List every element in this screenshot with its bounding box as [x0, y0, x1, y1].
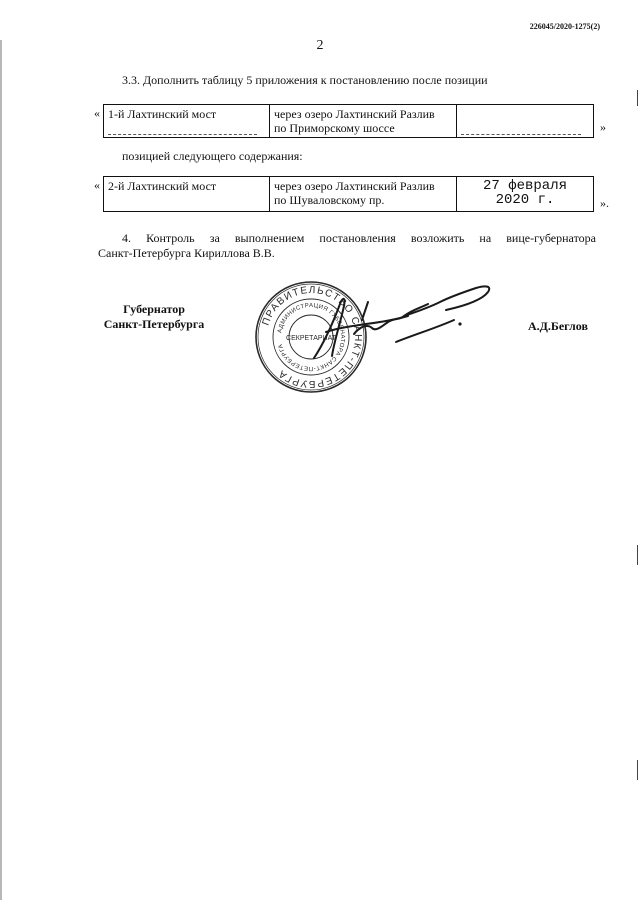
route-line-2: по Шуваловскому пр.	[274, 193, 385, 207]
dashed-underline	[461, 134, 581, 135]
scan-edge-mark	[637, 545, 638, 565]
date-line-1: 27 февраля	[482, 178, 567, 194]
page-number: 2	[316, 38, 324, 53]
bridge-name-cell	[104, 177, 270, 212]
scan-edge-mark	[637, 760, 638, 780]
quote-close: »	[600, 120, 606, 134]
scan-edge-mark	[637, 90, 638, 106]
table-row	[104, 177, 594, 212]
paragraph-following: позицией следующего содержания:	[122, 149, 303, 163]
route-line-2: по Приморскому шоссе	[274, 121, 395, 135]
quote-close: ».	[600, 196, 609, 210]
bridge-name-cell	[104, 105, 270, 138]
svg-text:ПРАВИТЕЛЬСТВО САНКТ-ПЕТЕРБУРГА: ПРАВИТЕЛЬСТВО САНКТ-ПЕТЕРБУРГА	[260, 284, 364, 390]
bridge-route-cell	[270, 105, 457, 138]
date-line-2: 2020 г.	[495, 192, 555, 208]
bridge-name: 2-й Лахтинский мост	[108, 179, 217, 193]
scan-edge-mark	[0, 40, 2, 900]
route-line-1: через озеро Лахтинский Разлив	[274, 107, 435, 121]
paragraph-4-line-1: 4. Контроль за выполнением постановления возложить на вице-губернатора	[122, 231, 596, 245]
signatory-title-line-1: Губернатор	[123, 302, 185, 316]
date-cell	[457, 105, 594, 138]
route-line-1: через озеро Лахтинский Разлив	[274, 179, 435, 193]
quote-open: «	[94, 178, 100, 192]
quote-open: «	[94, 106, 100, 120]
date-cell	[457, 177, 594, 212]
svg-text:СЕКРЕТАРИАТ: СЕКРЕТАРИАТ	[286, 335, 336, 342]
document-number: 226045/2020-1275(2)	[529, 22, 600, 31]
paragraph-3-3: 3.3. Дополнить таблицу 5 приложения к постановлению после позиции	[122, 73, 488, 87]
bridge-name: 1-й Лахтинский мост	[108, 107, 217, 121]
table-row	[104, 105, 594, 138]
dashed-underline	[108, 134, 257, 135]
position-table-new	[103, 176, 594, 212]
position-table-existing	[103, 104, 594, 138]
paragraph-4-line-2: Санкт-Петербурга Кириллова В.В.	[98, 246, 275, 260]
signatory-title-line-2: Санкт-Петербурга	[103, 317, 205, 331]
signature-icon	[296, 280, 506, 375]
bridge-route-cell	[270, 177, 457, 212]
svg-text:АДМИНИСТРАЦИЯ ГУБЕРНАТОРА САНК: АДМИНИСТРАЦИЯ ГУБЕРНАТОРА САНКТ-ПЕТЕРБУРГА	[277, 302, 346, 372]
paragraph-4	[98, 231, 596, 261]
signatory-title	[96, 302, 212, 332]
signatory-name: А.Д.Беглов	[528, 319, 588, 333]
